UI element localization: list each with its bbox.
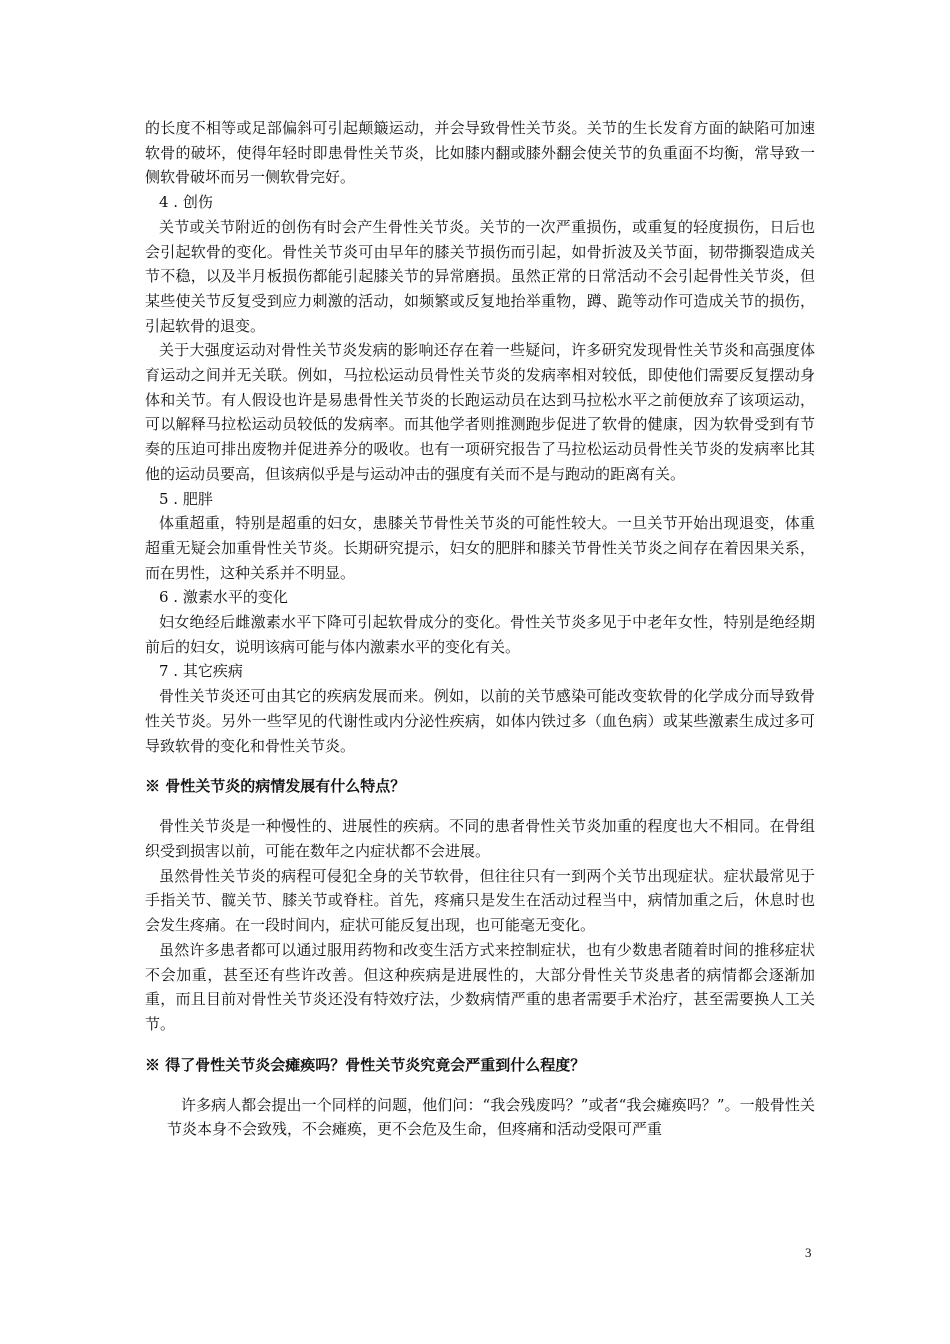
question-heading: ※ 骨性关节炎的病情发展有什么特点？	[145, 777, 406, 796]
paragraph: 许多病人都会提出一个同样的问题，他们问：“我会残废吗？”或者“我会瘫痪吗？”。一般骨性关节炎本身不会致残，不会瘫痪，更不会危及生命，但疼痛和活动受限可严重	[167, 1095, 815, 1139]
paragraph: 骨性关节炎还可由其它的疾病发展而来。例如，以前的关节感染可能改变软骨的化学成分而导致骨性关节炎。另外一些罕见的代谢性或内分泌性疾病，如体内铁过多（血色病）或某些激素生成过多可导致软骨的变化和骨性关节炎。	[145, 687, 815, 755]
section-number-heading: 6 . 激素水平的变化	[159, 588, 288, 607]
section-number-heading: 7 . 其它疾病	[159, 662, 243, 681]
section-number-heading: 5 . 肥胖	[159, 489, 213, 508]
document-body	[145, 116, 815, 1142]
paragraph: 的长度不相等或足部偏斜可引起颠簸运动，并会导致骨性关节炎。关节的生长发育方面的缺陷可加速软骨的破坏，使得年轻时即患骨性关节炎，比如膝内翻或膝外翻会使关节的负重面不均衡，常导致一侧软骨破坏而另一侧软骨完好。	[145, 119, 815, 187]
paragraph: 骨性关节炎是一种慢性的、进展性的疾病。不同的患者骨性关节炎加重的程度也大不相同。在骨组织受到损害以前，可能在数年之内症状都不会进展。	[145, 817, 815, 860]
section-number-heading: 4 . 创伤	[159, 193, 213, 212]
question-heading: ※ 得了骨性关节炎会瘫痪吗？骨性关节炎究竟会严重到什么程度？	[145, 1055, 586, 1074]
paragraph: 体重超重，特别是超重的妇女，患膝关节骨性关节炎的可能性较大。一旦关节开始出现退变，体重超重无疑会加重骨性关节炎。长期研究提示，妇女的肥胖和膝关节骨性关节炎之间存在着因果关系，而在男性，这种关系并不明显。	[145, 514, 815, 582]
paragraph: 关节或关节附近的创伤有时会产生骨性关节炎。关节的一次严重损伤，或重复的轻度损伤，日后也会引起软骨的变化。骨性关节炎可由早年的膝关节损伤而引起，如骨折波及关节面，韧带撕裂造成关节不稳，以及半月板损伤都能引起膝关节的异常磨损。虽然正常的日常活动不会引起骨性关节炎，但某些使关节反复受到应力刺激的活动，如频繁或反复地抬举重物，蹲、跪等动作可造成关节的损伤，引起软骨的退变。	[145, 217, 815, 335]
paragraph: 虽然许多患者都可以通过服用药物和改变生活方式来控制症状，也有少数患者随着时间的推移症状不会加重，甚至还有些许改善。但这种疾病是进展性的，大部分骨性关节炎患者的病情都会逐渐加重，而且目前对骨性关节炎还没有特效疗法，少数病情严重的患者需要手术治疗，甚至需要换人工关节。	[145, 940, 815, 1033]
page-number: 3	[805, 1245, 812, 1260]
paragraph: 虽然骨性关节炎的病程可侵犯全身的关节软骨，但往往只有一到两个关节出现症状。症状最常见于手指关节、髋关节、膝关节或脊柱。首先，疼痛只是发生在活动过程当中，病情加重之后，休息时也会发生疼痛。在一段时间内，症状可能反复出现，也可能毫无变化。	[145, 866, 815, 935]
paragraph: 妇女绝经后雌激素水平下降可引起软骨成分的变化。骨性关节炎多见于中老年女性，特别是绝经期前后的妇女，说明该病可能与体内激素水平的变化有关。	[145, 613, 815, 656]
paragraph: 关于大强度运动对骨性关节炎发病的影响还存在着一些疑问，许多研究发现骨性关节炎和高强度体育运动之间并无关联。例如，马拉松运动员骨性关节炎的发病率相对较低，即使他们需要反复摆动身体和关节。有人假设也许是易患骨性关节炎的长跑运动员在达到马拉松水平之前便放弃了该项运动，可以解释马拉松运动员较低的发病率。而其他学者则推测跑步促进了软骨的健康，因为软骨受到有节奏的压迫可排出废物并促进养分的吸收。也有一项研究报告了马拉松运动员骨性关节炎的发病率比其他的运动员要高，但该病似乎是与运动冲击的强度有关而不是与跑动的距离有关。	[145, 341, 815, 483]
